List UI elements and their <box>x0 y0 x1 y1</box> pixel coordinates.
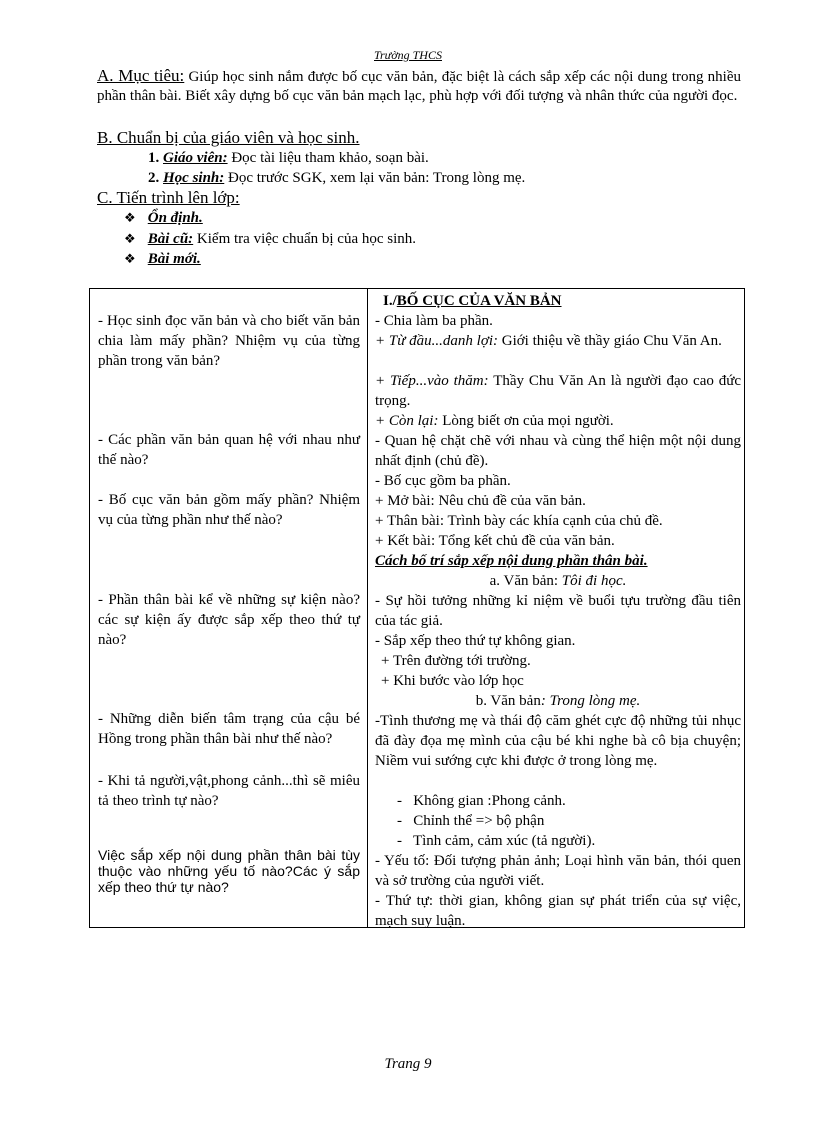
answer-14: -Tình thương mẹ và thái độ căm ghét cực độ những tủi nhục đã đày đọa mẹ mình của cậu bé khi nghe bà cô bịa chuyện; Niềm vui sướng cực khi được ở trong lòng mẹ. <box>375 713 741 769</box>
page-header: Trường THCS <box>374 48 442 62</box>
prep-student-text: Đọc trước SGK, xem lại văn bản: Trong lòng mẹ. <box>228 170 526 186</box>
sub-b-label: b. Văn bản <box>475 693 541 709</box>
answer-5: - Quan hệ chặt chẽ với nhau và cùng thể hiện một nội dung nhất định (chủ đề). <box>375 433 741 469</box>
answer-17: - Tình cảm, cảm xúc (tả người). <box>397 833 596 849</box>
answer-9: + Kết bài: Tổng kết chủ đề của văn bản. <box>375 533 615 549</box>
question-5: - Những diễn biến tâm trạng của cậu bé Hồng trong phần thân bài như thế nào? <box>98 711 360 747</box>
answer-13: + Khi bước vào lớp học <box>381 673 524 689</box>
diamond-bullet-icon: ❖ <box>124 210 136 225</box>
prep-teacher-num: 1. <box>148 150 160 166</box>
sub-a-label: a. Văn bản: <box>489 573 559 589</box>
question-4: - Phần thân bài kể về những sự kiện nào? các sự kiện ấy được sắp xếp theo thứ tự nào? <box>98 592 360 648</box>
step-3-label: Bài mới. <box>147 251 201 267</box>
diamond-bullet-icon: ❖ <box>124 251 136 266</box>
page-footer: Trang 9 <box>384 1056 432 1072</box>
answer-8: + Thân bài: Trình bày các khía cạnh của chủ đề. <box>375 513 663 529</box>
section-2-title: Cách bố trí sắp xếp nội dung phần thân bài. <box>375 553 648 569</box>
step-2 <box>124 231 416 248</box>
answer-7: + Mở bài: Nêu chủ đề của văn bản. <box>375 493 586 509</box>
question-1: - Học sinh đọc văn bản và cho biết văn bản chia làm mấy phần? Nhiệm vụ của từng phần trong văn bản? <box>98 313 360 369</box>
prep-student <box>148 170 525 187</box>
answer-12: + Trên đường tới trường. <box>381 653 531 669</box>
prep-student-label: Học sinh: <box>163 170 225 186</box>
answer-4 <box>375 411 741 431</box>
step-1-label: Ổn định. <box>147 210 203 226</box>
answer-15: - Không gian :Phong cảnh. <box>397 793 566 809</box>
diamond-bullet-icon: ❖ <box>124 231 136 246</box>
preparation-heading <box>97 128 360 148</box>
question-2: - Các phần văn bản quan hệ với nhau như thế nào? <box>98 432 360 468</box>
step-3 <box>124 251 201 268</box>
answer-3-text: Thầy Chu Văn An là người đạo cao đức trọng. <box>375 373 742 409</box>
prep-teacher-label: Giáo viên: <box>163 150 228 166</box>
answer-4-label: + Còn lại: <box>375 413 439 429</box>
sub-a-heading <box>375 571 741 591</box>
lesson-table <box>89 288 745 928</box>
answer-4-text: Lòng biết ơn của mọi người. <box>442 413 614 429</box>
objectives-text: Giúp học sinh nắm được bố cục văn bản, đặc biệt là cách sắp xếp các nội dung trong nhiều phần thân bài. Biết xây dựng bố cục văn bản mạch lạc, phù hợp với đối tượng và nhân thức của người đọc. <box>97 69 741 104</box>
answer-16: - Chỉnh thể => bộ phận <box>397 813 545 829</box>
question-3: - Bố cục văn bản gồm mấy phần? Nhiệm vụ của từng phần như thế nào? <box>98 492 360 528</box>
prep-teacher-text: Đọc tài liệu tham khảo, soạn bài. <box>231 150 429 166</box>
question-7: Việc sắp xếp nội dung phần thân bài tùy thuộc vào những yếu tố nào?Các ý sắp xếp theo thứ tự nào? <box>98 847 360 895</box>
answer-3 <box>375 371 741 411</box>
procedure-heading <box>97 188 240 208</box>
procedure-label: C. Tiến trình lên lớp: <box>97 188 240 207</box>
objectives-label: A. Mục tiêu: <box>97 66 185 85</box>
answer-2-label: + Từ đầu...danh lợi: <box>375 333 498 349</box>
step-2-text: Kiểm tra việc chuẩn bị của học sinh. <box>196 231 417 247</box>
section-1-label: BỐ CỤC CỦA VĂN BẢN <box>396 293 562 309</box>
answer-6: - Bố cục gồm ba phần. <box>375 473 511 489</box>
section-1-num: I./ <box>383 293 397 309</box>
preparation-label: B. Chuẩn bị của giáo viên và học sinh. <box>97 128 360 147</box>
column-divider <box>367 289 368 927</box>
answer-18: - Yếu tố: Đối tượng phản ảnh; Loại hình văn bản, thói quen và sở trường của người viết. <box>375 853 741 889</box>
answer-1: - Chia làm ba phần. <box>375 313 493 329</box>
answer-2 <box>375 331 741 351</box>
step-1 <box>124 210 203 227</box>
prep-student-num: 2. <box>148 170 160 186</box>
answer-11: - Sắp xếp theo thứ tự không gian. <box>375 633 576 649</box>
step-2-label: Bài cũ: <box>147 231 194 247</box>
objectives-paragraph <box>97 66 741 106</box>
answer-10: - Sự hồi tưởng những kỉ niệm về buổi tựu trường đầu tiên của tác giả. <box>375 593 741 629</box>
answer-3-label: + Tiếp...vào thăm: <box>375 373 489 389</box>
answer-19: - Thứ tự: thời gian, không gian sự phát triển của sự việc, mạch suy luận. <box>375 893 741 929</box>
prep-teacher <box>148 150 429 167</box>
sub-b-title: : Trong lòng mẹ. <box>540 693 641 709</box>
question-6: - Khi tả người,vật,phong cảnh...thì sẽ miêu tả theo trình tự nào? <box>98 773 360 809</box>
sub-a-title: Tôi đi học. <box>561 573 627 589</box>
answer-2-text: Giới thiệu về thầy giáo Chu Văn An. <box>501 333 722 349</box>
section-1-title <box>375 291 749 311</box>
sub-b-heading <box>375 691 741 711</box>
